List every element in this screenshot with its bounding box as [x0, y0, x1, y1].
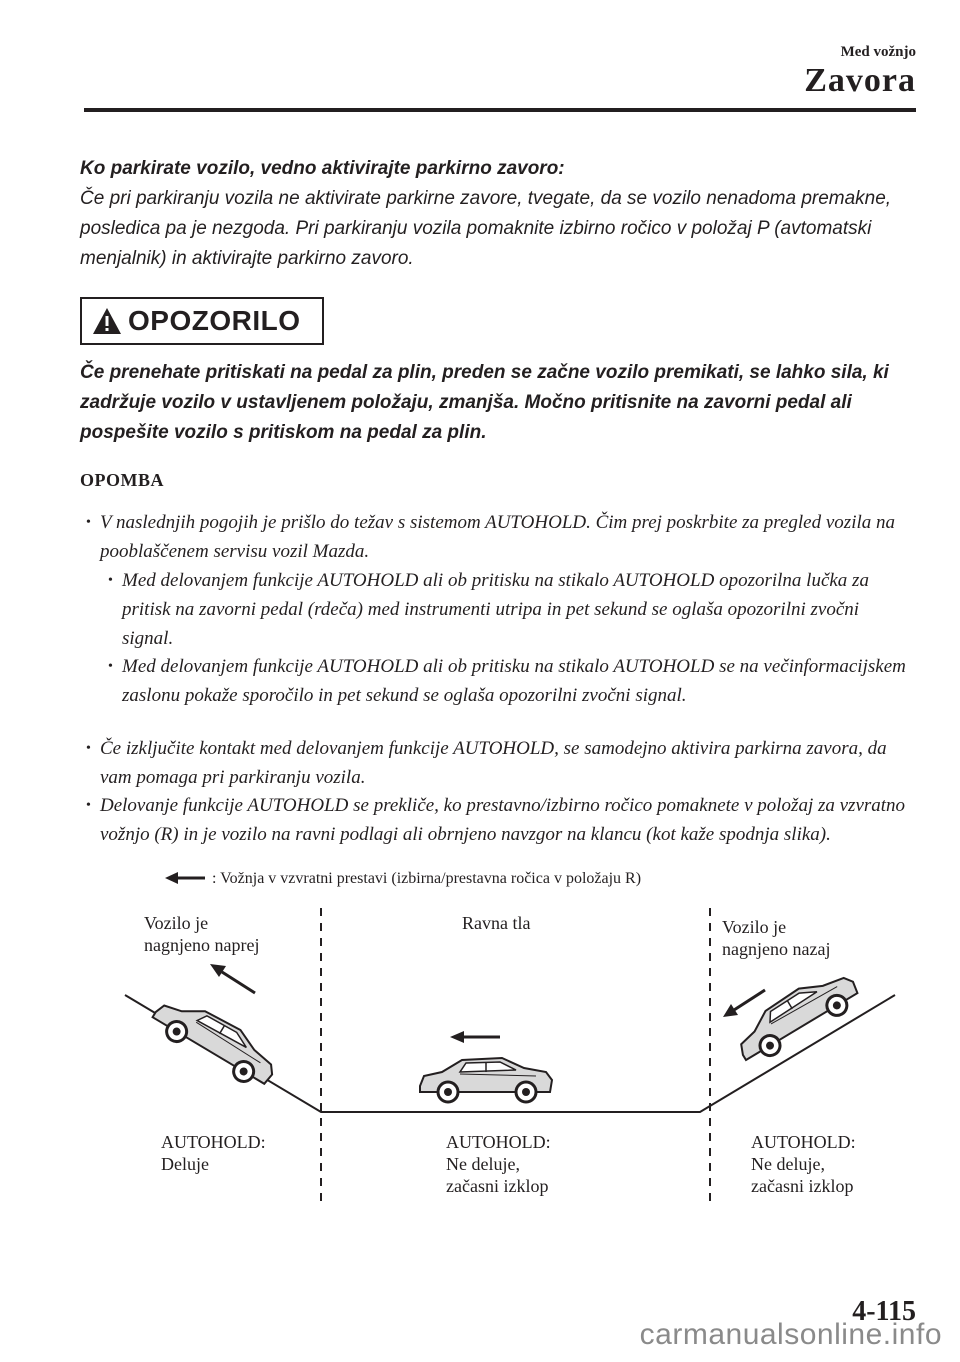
- car-facing-uphill: [728, 963, 864, 1069]
- right-status: [751, 1131, 856, 1197]
- left-title-line: nagnjeno naprej: [144, 935, 260, 955]
- bullet-dot: •: [108, 573, 113, 588]
- middle-status: [446, 1131, 551, 1197]
- car-on-flat-ground: [420, 1058, 552, 1102]
- bullet-dot: •: [108, 659, 113, 674]
- parking-heading: Ko parkirate vozilo, vedno aktivirajte parkirno zavoro:: [80, 158, 565, 179]
- right-status-line: AUTOHOLD:: [751, 1132, 856, 1152]
- arrow-left-icon: [450, 1031, 500, 1043]
- left-status: [161, 1131, 266, 1175]
- bullet-dot: •: [86, 798, 91, 813]
- page-number: 4-115: [852, 1296, 916, 1327]
- middle-status-line: začasni izklop: [446, 1176, 549, 1196]
- right-title: [722, 916, 830, 960]
- parking-paragraph: Če pri parkiranju vozila ne aktivirate parkirne zavore, tvegate, da se vozilo nenadoma premakne, posledica pa je nezgoda. Pri parkiranju vozila pomaknite izbirno ročico v položaj P (avtomatski menjalnik) in aktivirajte parkirno zavoro.: [80, 188, 892, 269]
- section-header: Med vožnjo: [840, 44, 916, 60]
- bullet-dot: •: [86, 515, 91, 530]
- left-status-line: Deluje: [161, 1154, 209, 1174]
- middle-title: Ravna tla: [462, 913, 531, 933]
- note-bullet-text: Delovanje funkcije AUTOHOLD se prekliče, ko prestavno/izbirno ročico pomaknete v položaj za vzvratno vožnjo (R) in je vozilo na ravni podlagi ali obrnjeno navzgor na klancu (kot kaže spodnja slika).: [100, 795, 906, 845]
- warning-paragraph: Če prenehate pritiskati na pedal za plin, preden se začne vozilo premikati, se lahko sila, ki zadržuje vozilo v ustavljenem položaju, zmanjša. Močno pritisnite na zavorni pedal ali pospešite vozilo s pritiskom na pedal za plin.: [80, 362, 889, 443]
- bullet-dot: •: [86, 741, 91, 756]
- left-title-line: Vozilo je: [144, 913, 209, 933]
- left-status-line: AUTOHOLD:: [161, 1132, 266, 1152]
- right-status-line: začasni izklop: [751, 1176, 854, 1196]
- right-status-line: Ne deluje,: [751, 1154, 825, 1174]
- arrow-down-left-icon: [723, 990, 765, 1017]
- note-bullet-text: Med delovanjem funkcije AUTOHOLD ali ob pritisku na stikalo AUTOHOLD se na večinformacijskem zaslonu pokaže sporočilo in pet sekund se oglaša opozorilni zvočni signal.: [122, 656, 906, 706]
- page-title: Zavora: [804, 62, 916, 99]
- note-bullet-text: Če izključite kontakt med delovanjem funkcije AUTOHOLD, se samodejno aktivira parkirna zavora, da vam pomaga pri parkiranju vozila.: [100, 738, 887, 788]
- legend-arrow-icon: [165, 872, 205, 884]
- arrow-up-left-icon: [210, 964, 255, 993]
- car-facing-downhill: [147, 988, 283, 1093]
- diagram-legend: : Vožnja v vzvratni prestavi (izbirna/prestavna ročica v položaju R): [212, 870, 642, 887]
- watermark: carmanualsonline.info: [639, 1318, 942, 1351]
- right-title-line: Vozilo je: [722, 917, 787, 937]
- note-bullet-text: V naslednjih pogojih je prišlo do težav s sistemom AUTOHOLD. Čim prej poskrbite za pregled vozila na pooblaščenem servisu vozil Mazda.: [100, 512, 896, 562]
- middle-status-line: AUTOHOLD:: [446, 1132, 551, 1152]
- right-title-line: nagnjeno nazaj: [722, 939, 831, 959]
- middle-status-line: Ne deluje,: [446, 1154, 520, 1174]
- left-title: [144, 912, 259, 956]
- note-label: OPOMBA: [80, 470, 164, 490]
- note-bullet-text: Med delovanjem funkcije AUTOHOLD ali ob pritisku na stikalo AUTOHOLD opozorilna lučka za pritisk na zavorni pedal (rdeča) med instrumenti utripa in pet sekund se oglaša opozorilni zvočni signal.: [122, 570, 869, 649]
- warning-label: OPOZORILO: [128, 305, 301, 336]
